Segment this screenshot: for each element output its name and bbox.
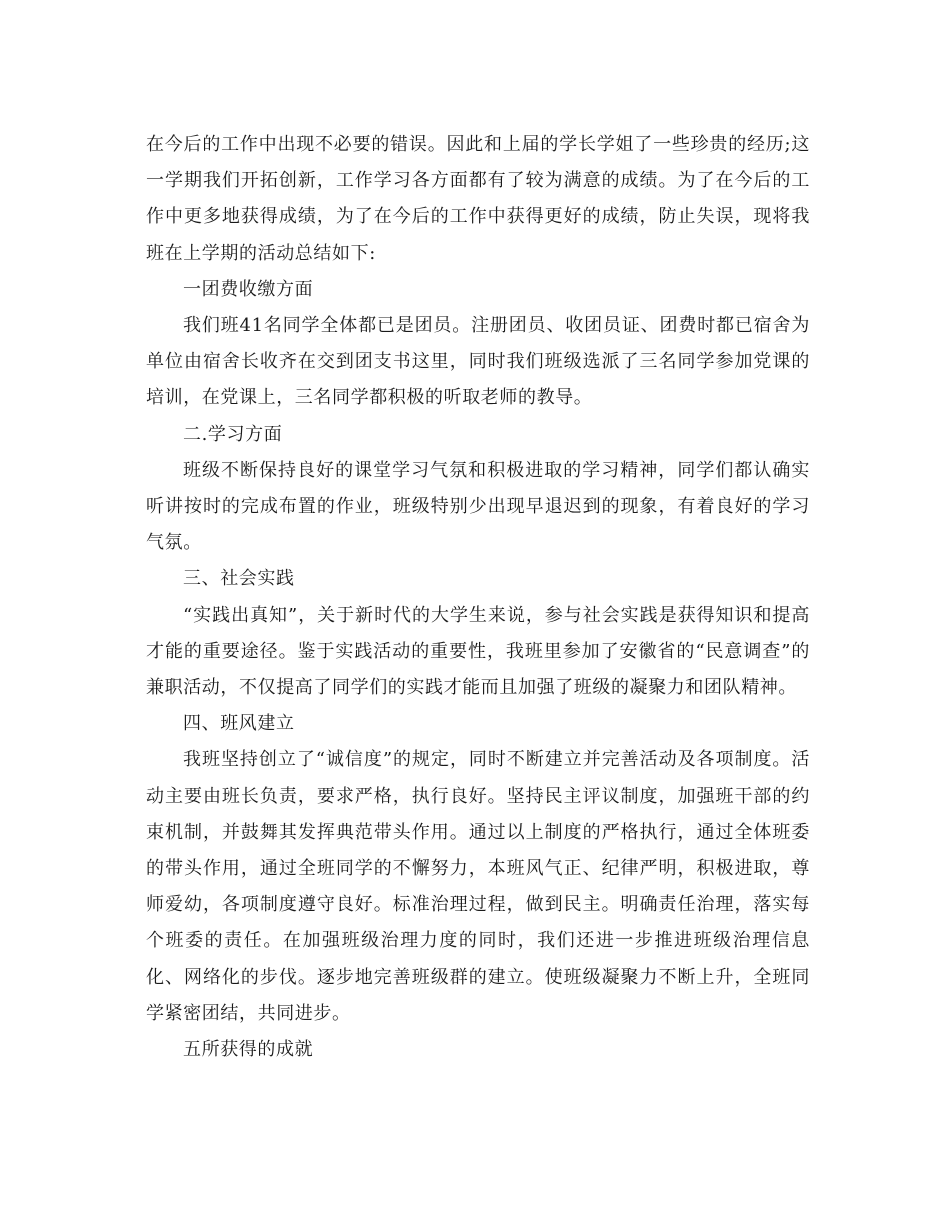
document-body <box>146 127 810 1068</box>
paragraph-social-practice: “实践出真知”，关于新时代的大学生来说，参与社会实践是获得知识和提高才能的重要途径。鉴于实践活动的重要性，我班里参加了安徽省的“民意调查”的兼职活动，不仅提高了同学们的实践才能而且加强了班级的凝聚力和团队精神。 <box>146 604 810 699</box>
paragraph-study: 班级不断保持良好的课堂学习气氛和积极进取的学习精神，同学们都认确实听讲按时的完成布置的作业，班级特别少出现早退迟到的现象，有着良好的学习气氛。 <box>146 459 810 554</box>
section-heading-league-fees: 一团费收缴方面 <box>183 278 314 300</box>
section-heading-class-culture: 四、班风建立 <box>183 713 295 735</box>
paragraph-intro: 在今后的工作中出现不必要的错误。因此和上届的学长学姐了一些珍贵的经历;这一学期我们开拓创新，工作学习各方面都有了较为满意的成绩。为了在今后的工作中更多地获得成绩，为了在今后的工作中获得更好的成绩，防止失误，现将我班在上学期的活动总结如下: <box>146 134 810 264</box>
section-heading-study: 二.学习方面 <box>183 423 283 445</box>
section-heading-achievements: 五所获得的成就 <box>183 1039 314 1061</box>
paragraph-league-fees: 我们班41名同学全体都已是团员。注册团员、收团员证、团费时都已宿舍为单位由宿舍长收齐在交到团支书这里，同时我们班级选派了三名同学参加党课的培训，在党课上，三名同学都积极的听取老师的教导。 <box>146 315 810 409</box>
section-heading-social-practice: 三、社会实践 <box>183 568 295 590</box>
paragraph-class-culture: 我班坚持创立了“诚信度”的规定，同时不断建立并完善活动及各项制度。活动主要由班长负责，要求严格，执行良好。坚持民主评议制度，加强班干部的约束机制，并鼓舞其发挥典范带头作用。通过以上制度的严格执行，通过全体班委的带头作用，通过全班同学的不懈努力，本班风气正、纪律严明，积极进取，尊师爱幼，各项制度遵守良好。标准治理过程，做到民主。明确责任治理，落实每个班委的责任。在加强班级治理力度的同时，我们还进一步推进班级治理信息化、网络化的步伐。逐步地完善班级群的建立。使班级凝聚力不断上升，全班同学紧密团结，共同进步。 <box>146 749 810 1024</box>
